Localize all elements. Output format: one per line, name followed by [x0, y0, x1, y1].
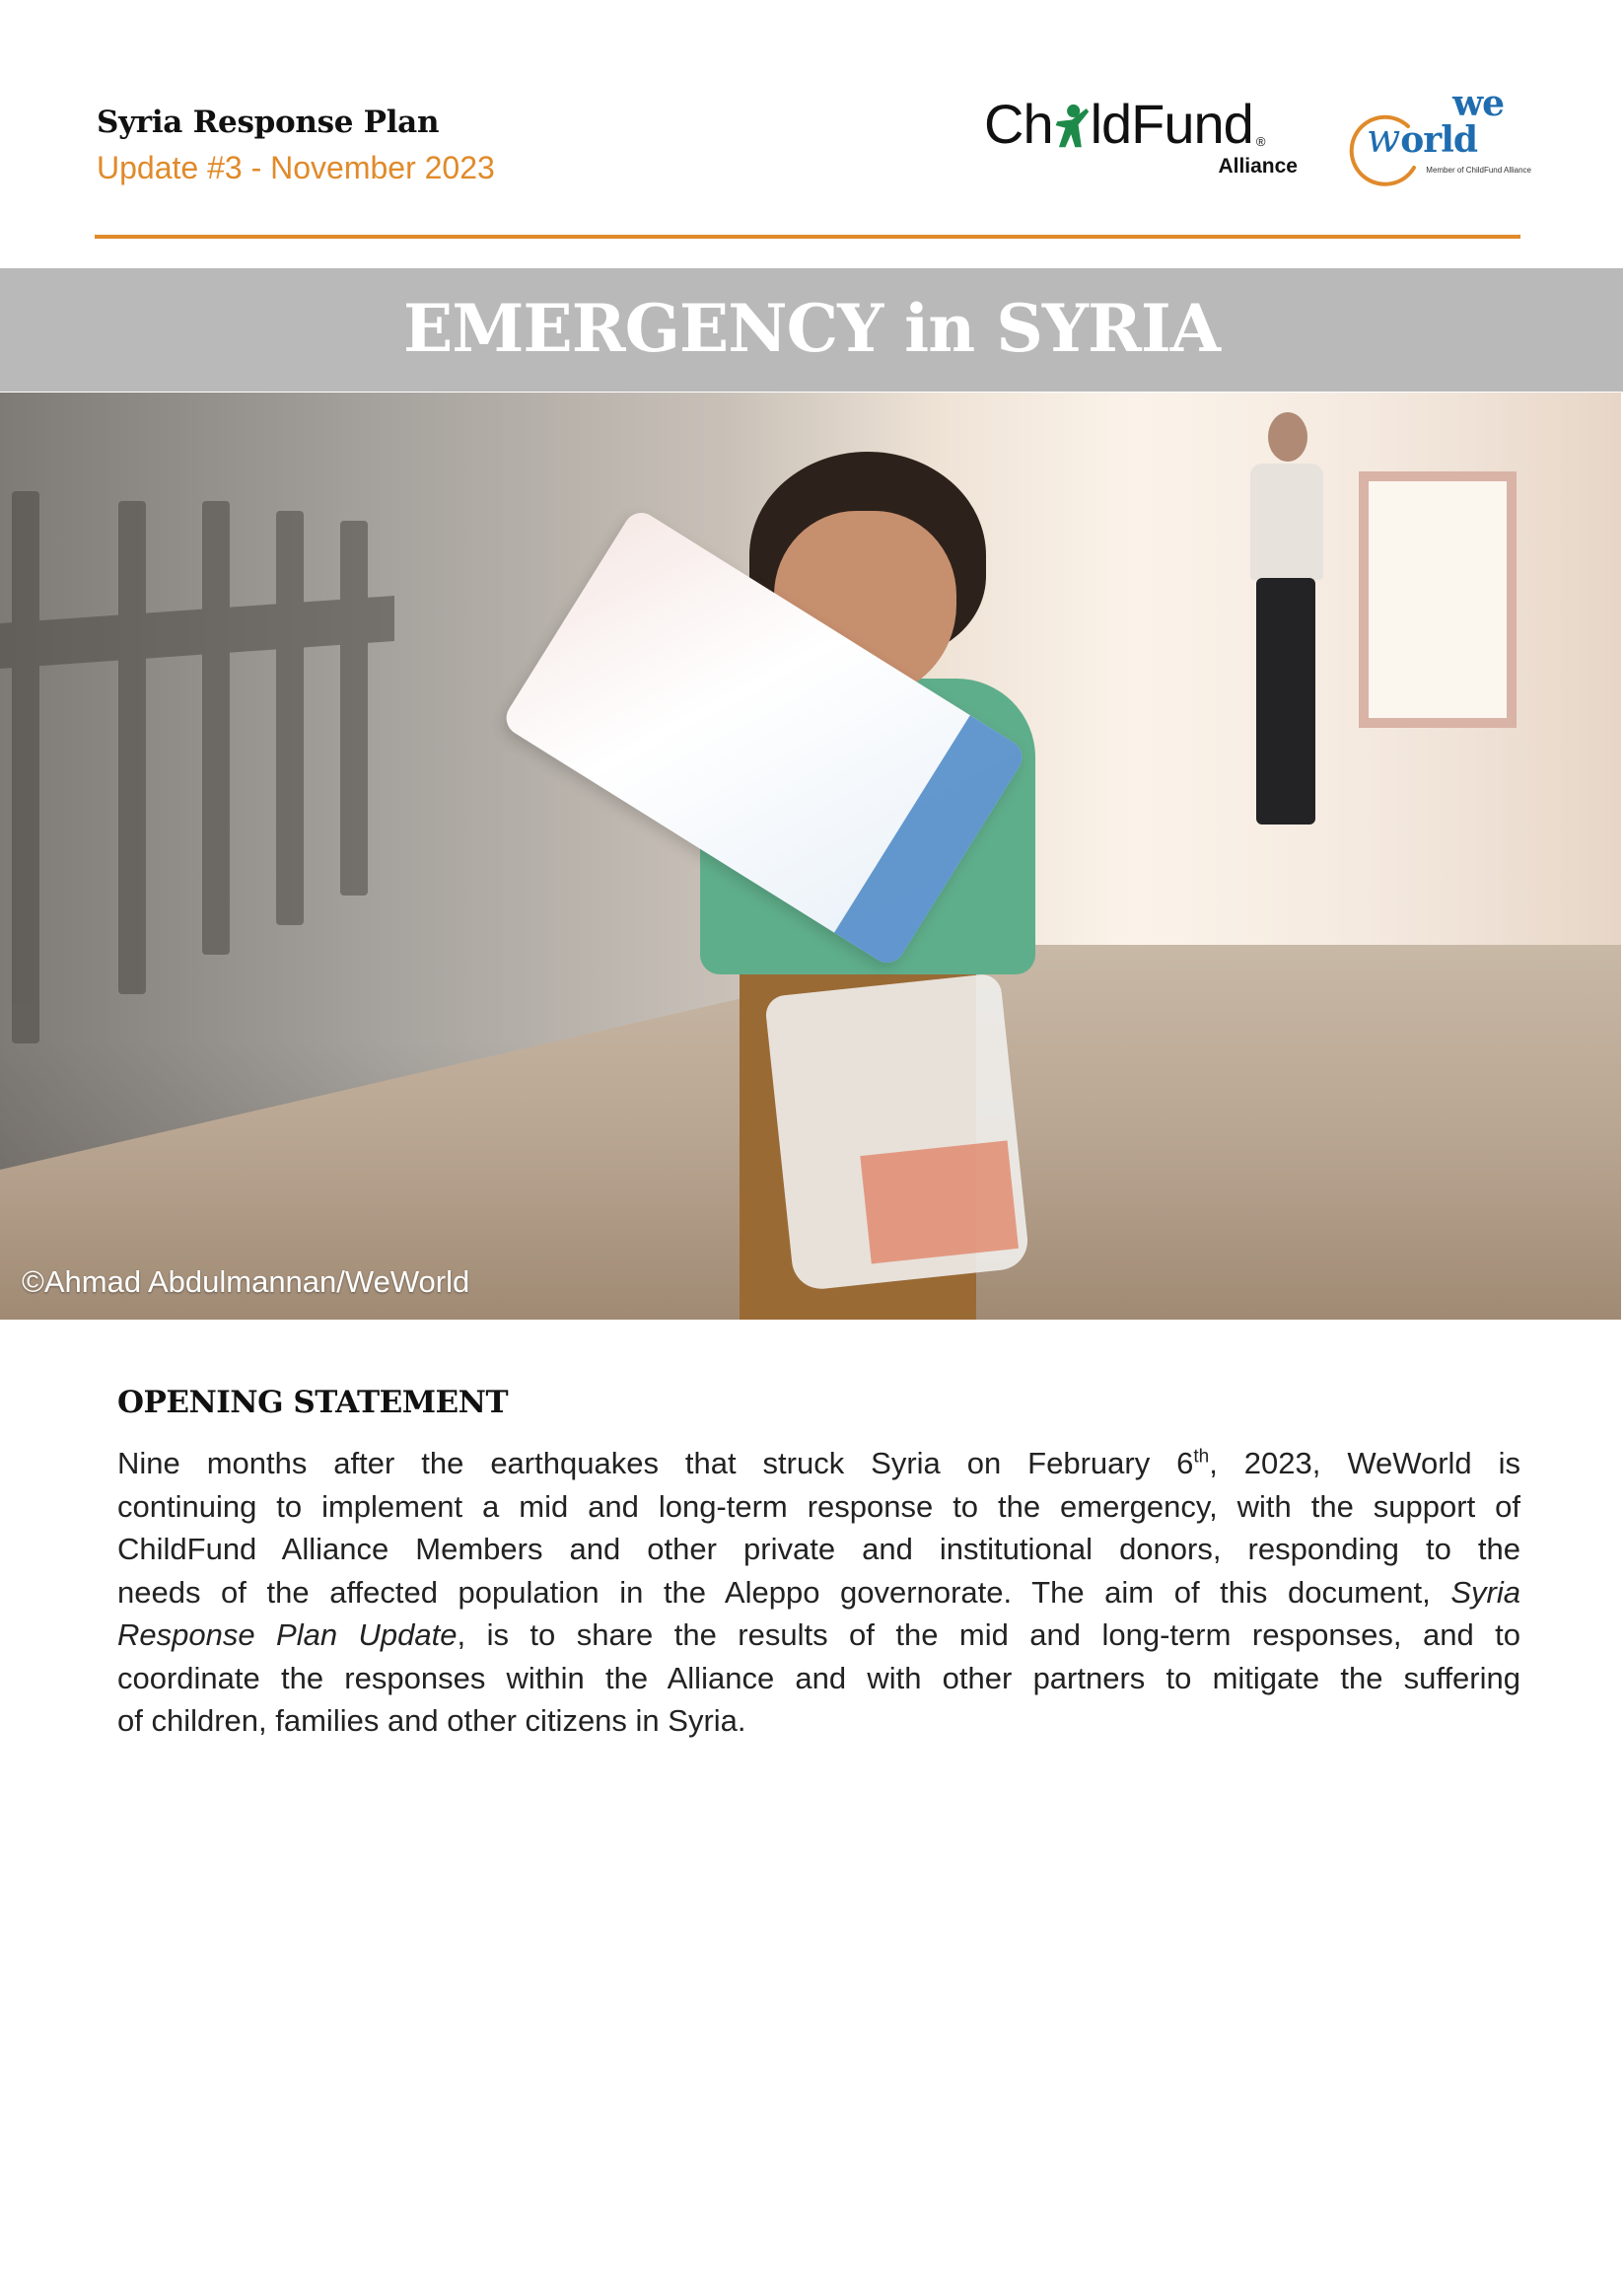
document-title-italic: Response Plan Update	[117, 1617, 458, 1652]
document-title: Syria Response Plan	[97, 105, 440, 140]
fence-post	[276, 511, 304, 925]
bag-contents	[860, 1140, 1019, 1263]
body-text: , is to share the results of the mid and long-term responses, and to	[457, 1617, 1520, 1652]
weworld-world-row	[1367, 116, 1531, 162]
body-line: continuing to implement a mid and long-term response to the emergency, with the support of	[117, 1488, 1520, 1524]
weworld-logo	[1349, 83, 1531, 189]
weworld-w: w	[1367, 116, 1401, 162]
title-banner	[0, 268, 1623, 392]
document-update-label: Update #3 - November 2023	[97, 150, 495, 185]
child-figure-icon	[1054, 101, 1090, 152]
ordinal-suffix: th	[1193, 1446, 1210, 1468]
registered-mark: ®	[1255, 134, 1266, 149]
body-text: Nine months after the earthquakes that struck Syria on February 6	[117, 1446, 1194, 1480]
person-shirt	[1250, 464, 1323, 580]
fence-rail	[0, 596, 394, 669]
person-legs	[1256, 578, 1315, 825]
banner-title: EMERGENCY in SYRIA	[403, 290, 1220, 367]
photo-plastic-bag	[764, 972, 1030, 1291]
document-title-italic: Syria	[1450, 1574, 1520, 1610]
person-head	[1268, 412, 1307, 462]
body-line: ChildFund Alliance Members and other private and institutional donors, responding to the	[117, 1532, 1520, 1566]
childfund-alliance-row	[984, 156, 1319, 177]
childfund-alliance-logo	[984, 91, 1319, 189]
childfund-alliance-label: Alliance	[1218, 155, 1298, 178]
body-line	[117, 1442, 1520, 1485]
body-text: , 2023, WeWorld is	[1209, 1446, 1520, 1480]
weworld-wordmark	[1367, 83, 1531, 177]
fence-post	[202, 501, 230, 955]
weworld-tagline: Member of ChildFund Alliance	[1426, 166, 1531, 175]
body-line	[117, 1571, 1520, 1614]
fence-post	[118, 501, 146, 994]
photo-wall-mural	[0, 491, 414, 1043]
fence-post	[12, 491, 39, 1043]
body-line: coordinate the responses within the Alliance and with other partners to mitigate the suffering	[117, 1660, 1520, 1695]
photo-doorway	[1359, 471, 1517, 728]
body-text: needs of the affected population in the Aleppo governorate. The aim of this document,	[117, 1574, 1451, 1610]
childfund-wordmark-row	[984, 91, 1319, 155]
opening-statement-body	[117, 1442, 1520, 1743]
childfund-word-left: Ch	[984, 93, 1053, 155]
opening-statement-heading: OPENING STATEMENT	[117, 1385, 509, 1420]
childfund-word-right: ldFund	[1090, 93, 1253, 155]
weworld-orld: orld	[1400, 119, 1478, 161]
weworld-we: we	[1452, 83, 1504, 124]
childfund-wordmark	[984, 93, 1253, 155]
body-line: of children, families and other citizens in Syria.	[117, 1703, 746, 1738]
body-line	[117, 1614, 1520, 1657]
cover-photo	[0, 393, 1621, 1320]
photo-credit: ©Ahmad Abdulmannan/WeWorld	[22, 1264, 470, 1299]
photo-background-person	[1233, 412, 1341, 886]
fence-post	[340, 521, 368, 896]
header-divider	[95, 235, 1520, 239]
